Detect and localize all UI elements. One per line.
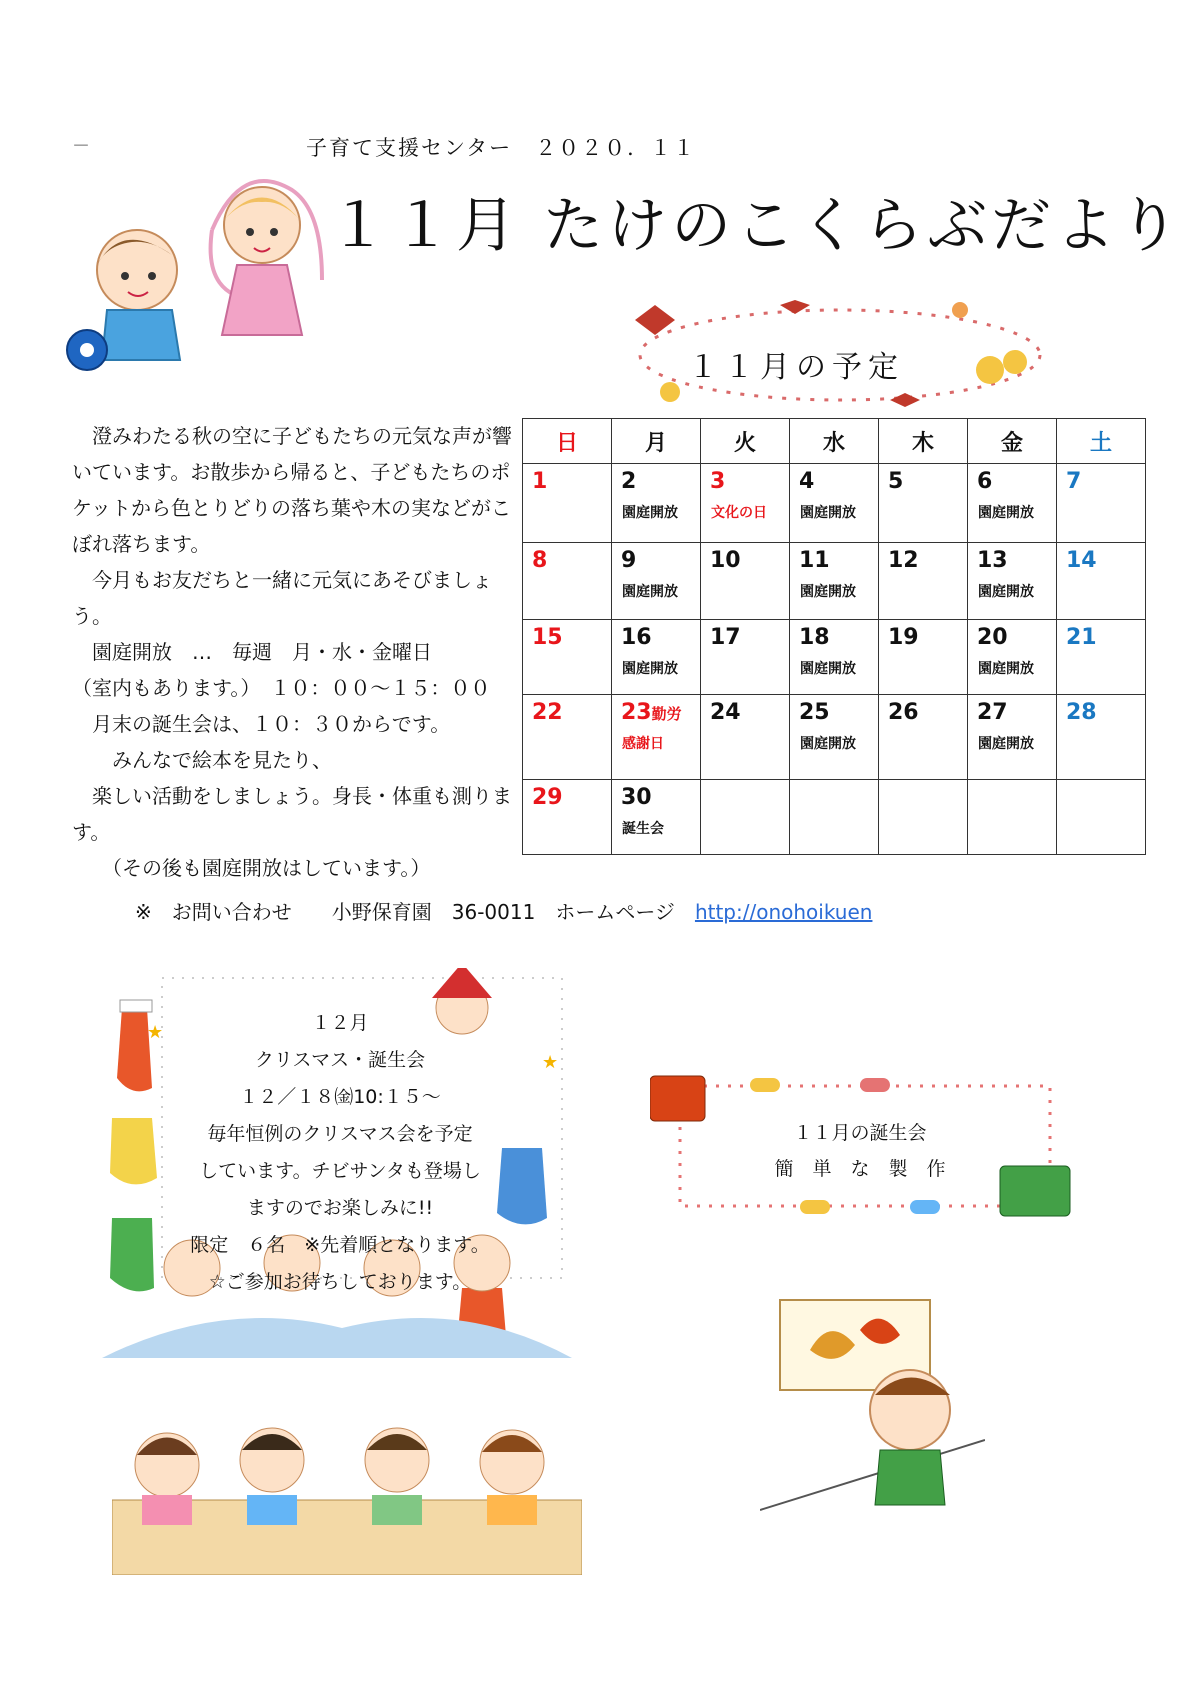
calendar-day-number: 11: [799, 548, 830, 573]
calendar-day-cell: [790, 620, 879, 695]
calendar-day-number: 16: [621, 625, 652, 650]
calendar-day-number: [790, 780, 878, 785]
homepage-link[interactable]: http://onohoikuen: [694, 900, 873, 924]
december-line: ☆ご参加お待ちしております。: [208, 1271, 472, 1293]
birthday-line: １１月の誕生会: [793, 1122, 927, 1144]
birthday-event-text: [740, 1115, 980, 1187]
calendar-day-number: 26: [888, 700, 919, 725]
calendar-day-number: [968, 780, 1056, 785]
calendar-day-cell: [879, 464, 968, 543]
calendar-day-number: 28: [1066, 700, 1097, 725]
calendar-body: [523, 464, 1146, 855]
calendar-event-label: 園庭開放: [800, 505, 856, 521]
calendar-day-cell: [701, 620, 790, 695]
calendar-event-label: 誕生会: [622, 821, 664, 837]
weekday-tuesday: 火: [701, 419, 790, 464]
calendar-week-row: [523, 620, 1146, 695]
header-dash: －: [72, 136, 90, 157]
calendar-day-cell: [968, 620, 1057, 695]
december-line: クリスマス・誕生会: [254, 1049, 426, 1071]
calendar-day-number: 21: [1066, 625, 1097, 650]
calendar-day-cell: [612, 543, 701, 620]
calendar-day-cell: [701, 464, 790, 543]
weekday-thursday: 木: [879, 419, 968, 464]
page-title: １１月 たけのこくらぶだより: [328, 191, 1184, 261]
schedule-title: １１月の予定: [688, 350, 904, 385]
calendar-day-cell: [523, 695, 612, 780]
november-calendar: [522, 418, 1146, 855]
december-line: １２／１８㈮10:１５～: [239, 1086, 441, 1108]
calendar-day-number: 17: [710, 625, 741, 650]
calendar-day-cell: [612, 695, 701, 780]
calendar-event-label: 園庭開放: [800, 661, 856, 677]
calendar-event-label: 園庭開放: [800, 736, 856, 752]
calendar-event-label: 園庭開放: [978, 584, 1034, 600]
intro-paragraph: （その後も園庭開放はしています。）: [72, 856, 431, 880]
calendar-day-cell: [1057, 464, 1146, 543]
calendar-day-cell: [701, 780, 790, 855]
calendar-day-number: 9: [621, 548, 637, 573]
calendar-day-number: 18: [799, 625, 830, 650]
december-event-text: [160, 1005, 520, 1301]
calendar-day-cell: [790, 695, 879, 780]
weekday-sunday: 日: [523, 419, 612, 464]
calendar-event-label: 園庭開放: [978, 661, 1034, 677]
intro-paragraph: 月末の誕生会は、１０：３０からです。: [72, 712, 451, 736]
calendar-day-number: [1057, 780, 1145, 785]
calendar-day-number: 2: [621, 469, 637, 494]
calendar-event-label: 園庭開放: [622, 505, 678, 521]
calendar-week-row: [523, 695, 1146, 780]
calendar-day-number: 1: [532, 469, 548, 494]
calendar-day-cell: [523, 620, 612, 695]
calendar-day-cell: [790, 780, 879, 855]
intro-paragraph: みんなで絵本を見たり、: [72, 748, 332, 772]
calendar-day-cell: [523, 464, 612, 543]
calendar-day-number: 20: [977, 625, 1008, 650]
calendar-day-number: 27: [977, 700, 1008, 725]
calendar-day-cell: [523, 543, 612, 620]
calendar-day-number: 14: [1066, 548, 1097, 573]
calendar-event-label: 園庭開放: [800, 584, 856, 600]
calendar-day-cell: [790, 543, 879, 620]
calendar-day-cell: [790, 464, 879, 543]
contact-line: [135, 896, 872, 925]
calendar-week-row: [523, 543, 1146, 620]
calendar-event-label: 園庭開放: [978, 736, 1034, 752]
calendar-day-cell: [701, 543, 790, 620]
december-line: ますのでお楽しみに!!: [246, 1197, 434, 1219]
weekday-monday: 月: [612, 419, 701, 464]
calendar-day-number: 10: [710, 548, 741, 573]
calendar-day-number: 23: [621, 700, 652, 725]
calendar-day-cell: [1057, 780, 1146, 855]
calendar-day-number: 8: [532, 548, 548, 573]
december-line: 限定 ６名 ※先着順となります。: [190, 1234, 490, 1256]
calendar-day-cell: [879, 543, 968, 620]
intro-paragraph: 澄みわたる秋の空に子どもたちの元気な声が響いています。お散歩から帰ると、子どもたちのポケットから色とりどりの落ち葉や木の実などがこぼれ落ちます。: [72, 424, 512, 556]
calendar-event-label: 文化の日: [711, 505, 767, 521]
calendar-day-number: [701, 780, 789, 785]
calendar-day-cell: [968, 464, 1057, 543]
header-organization-date: 子育て支援センター ２０２０．１１: [306, 136, 697, 160]
calendar-event-label: 園庭開放: [978, 505, 1034, 521]
calendar-day-number: 3: [710, 469, 726, 494]
calendar-day-number: 15: [532, 625, 563, 650]
calendar-day-cell: [879, 620, 968, 695]
calendar-day-number: 29: [532, 785, 563, 810]
jump-rope-kids-illustration: [62, 170, 352, 385]
weekday-friday: 金: [968, 419, 1057, 464]
calendar-day-number: 6: [977, 469, 993, 494]
contact-text: ※ お問い合わせ 小野保育園 36-0011 ホームページ: [135, 900, 695, 924]
calendar-day-cell: [968, 695, 1057, 780]
calendar-day-cell: [523, 780, 612, 855]
calendar-day-cell: [612, 620, 701, 695]
calendar-day-cell: [879, 695, 968, 780]
svg-text:★: ★: [542, 1052, 559, 1073]
calendar-event-label: 感謝日: [622, 736, 664, 752]
calendar-day-cell: [612, 780, 701, 855]
intro-paragraph: 園庭開放 … 毎週 月・水・金曜日: [72, 640, 432, 664]
calendar-day-cell: [612, 464, 701, 543]
calendar-day-cell: [701, 695, 790, 780]
calendar-day-number: 22: [532, 700, 563, 725]
calendar-day-cell: [1057, 620, 1146, 695]
december-line: １２月: [311, 1012, 369, 1034]
calendar-day-cell: [1057, 543, 1146, 620]
weekday-wednesday: 水: [790, 419, 879, 464]
calendar-week-row: [523, 780, 1146, 855]
birthday-line: 簡 単 な 製 作: [774, 1158, 946, 1180]
calendar-day-cell: [879, 780, 968, 855]
december-line: 毎年恒例のクリスマス会を予定: [207, 1123, 473, 1145]
calendar-day-cell: [968, 780, 1057, 855]
calendar-day-cell: [1057, 695, 1146, 780]
weekday-saturday: 土: [1057, 419, 1146, 464]
intro-paragraph: 楽しい活動をしましょう。身長・体重も測ります。: [72, 784, 512, 844]
calendar-day-number: 5: [888, 469, 904, 494]
calendar-day-number: 25: [799, 700, 830, 725]
calendar-event-label: 園庭開放: [622, 584, 678, 600]
calendar-day-number: 24: [710, 700, 741, 725]
calendar-day-number: 19: [888, 625, 919, 650]
intro-paragraph: （室内もあります。） １０：００～１５：００: [72, 676, 491, 700]
december-line: しています。チビサンタも登場し: [199, 1160, 481, 1182]
calendar-day-number: [879, 780, 967, 785]
calendar-day-cell: [968, 543, 1057, 620]
calendar-holiday-label: 勤労: [651, 705, 682, 723]
calendar-day-number: 12: [888, 548, 919, 573]
kids-crafting-illustration: [112, 1410, 582, 1575]
calendar-day-number: 4: [799, 469, 815, 494]
calendar-weekday-row: [523, 419, 1146, 464]
calendar-event-label: 園庭開放: [622, 661, 678, 677]
calendar-day-number: 7: [1066, 469, 1082, 494]
calendar-day-number: 30: [621, 785, 652, 810]
boy-leaf-art-illustration: [760, 1290, 985, 1520]
intro-paragraph: 今月もお友だちと一緒に元気にあそびましょう。: [72, 568, 492, 628]
svg-text:★: ★: [147, 1022, 164, 1043]
calendar-day-number: 13: [977, 548, 1008, 573]
calendar-week-row: [523, 464, 1146, 543]
intro-text: [72, 418, 512, 886]
